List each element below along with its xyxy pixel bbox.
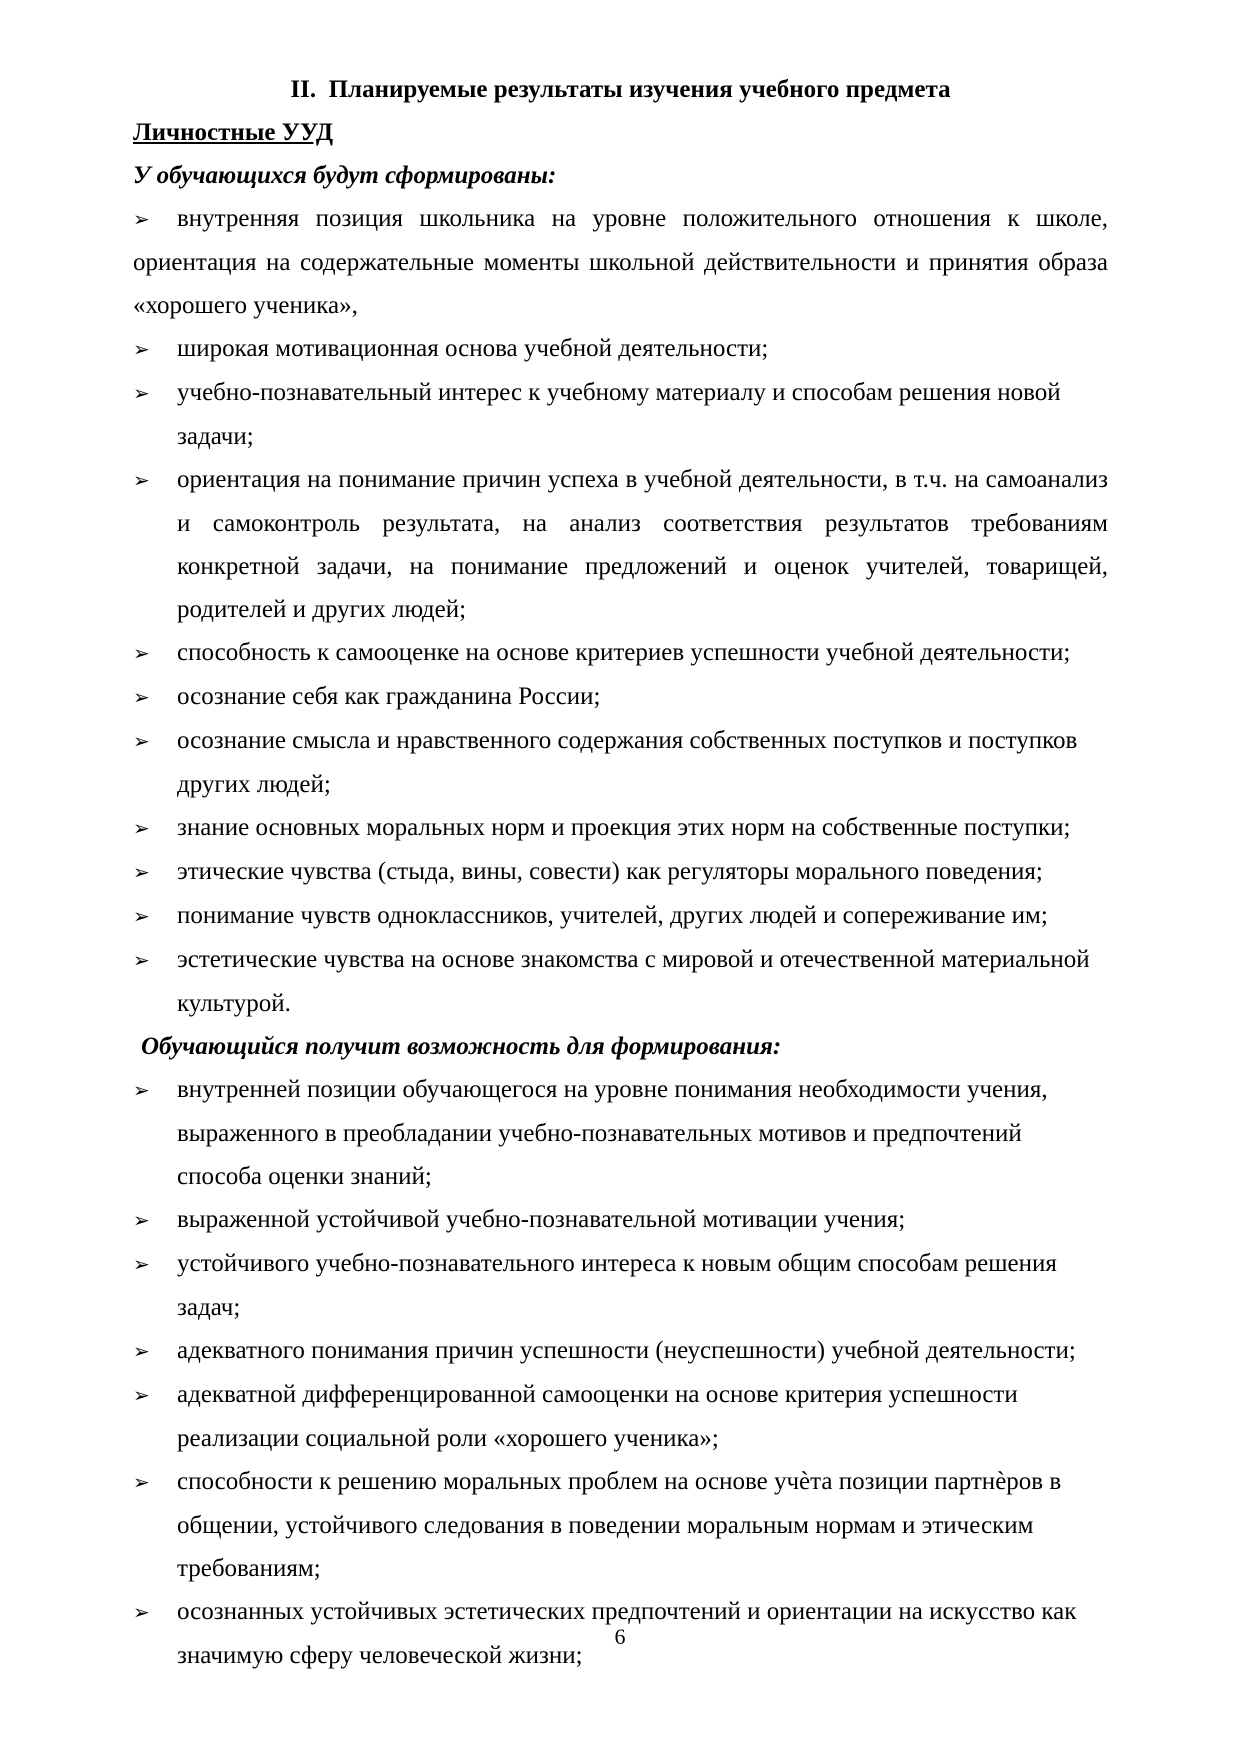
list-item	[133, 719, 1108, 806]
arrow-bullet-icon: ➢	[133, 1383, 150, 1407]
list-item	[133, 371, 1108, 458]
arrow-bullet-icon: ➢	[133, 1470, 150, 1494]
list-item-text: способность к самооценке на основе критериев успешности учебной деятельности;	[177, 639, 1071, 666]
list-item-text: осознание смысла и нравственного содержания собственных поступков и поступков других людей;	[177, 727, 1078, 798]
list-item-text: адекватной дифференцированной самооценки на основе критерия успешности реализации социальной роли «хорошего ученика»;	[177, 1381, 1018, 1452]
arrow-bullet-icon: ➢	[133, 685, 150, 709]
arrow-bullet-icon: ➢	[133, 1078, 150, 1102]
list-item-text: эстетические чувства на основе знакомства с мировой и отечественной материальной культурой.	[177, 946, 1090, 1017]
list-item	[133, 1198, 1108, 1242]
section-heading-personal-uud: Личностные УУД	[133, 119, 334, 146]
list-item	[133, 1242, 1108, 1329]
list-item	[133, 675, 1108, 719]
opportunity-subheading: Обучающийся получит возможность для формирования:	[141, 1033, 782, 1060]
arrow-bullet-icon: ➢	[133, 381, 150, 405]
list-item	[133, 806, 1108, 850]
list-item	[133, 1460, 1108, 1590]
list-item-text: ориентация на понимание причин успеха в учебной деятельности, в т.ч. на самоанализ и самоконтроль результата, на анализ соответствия результатов требованиям конкретной задачи, на понимание предложений и оценок учителей, товарищей, родителей и других людей;	[177, 466, 1108, 623]
list-item-text: устойчивого учебно-познавательного интереса к новым общим способам решения задач;	[177, 1250, 1057, 1321]
list-item-text: выраженной устойчивой учебно-познавательной мотивации учения;	[177, 1206, 906, 1233]
arrow-bullet-icon: ➢	[133, 860, 150, 884]
formed-subheading: У обучающихся будут сформированы:	[133, 162, 557, 189]
list-item-text: внутренняя позиция школьника на уровне положительного отношения к школе, ориентация на содержательные моменты школьной действительности и принятия образа «хорошего ученика»,	[133, 205, 1108, 319]
arrow-bullet-icon: ➢	[133, 816, 150, 840]
arrow-bullet-icon: ➢	[133, 1252, 150, 1276]
list-item	[133, 1068, 1108, 1198]
list-item-text: способности к решению моральных проблем на основе учѐта позиции партнѐров в общении, устойчивого следования в поведении моральным нормам и этическим требованиям;	[177, 1468, 1062, 1582]
arrow-bullet-icon: ➢	[133, 904, 150, 928]
arrow-bullet-icon: ➢	[133, 1208, 150, 1232]
arrow-bullet-icon: ➢	[133, 1600, 150, 1624]
arrow-bullet-icon: ➢	[133, 1339, 150, 1363]
page-title: II. Планируемые результаты изучения учебного предмета	[290, 76, 951, 103]
list-item	[133, 894, 1108, 938]
list-item-text: внутренней позиции обучающегося на уровне понимания необходимости учения, выраженного в преобладании учебно-познавательных мотивов и предпочтений способа оценки знаний;	[177, 1076, 1048, 1190]
list-item	[133, 850, 1108, 894]
formed-list	[133, 197, 1108, 1025]
page-number: 6	[614, 1624, 626, 1649]
list-item	[133, 1373, 1108, 1460]
arrow-bullet-icon: ➢	[133, 729, 150, 753]
list-item	[133, 938, 1108, 1025]
arrow-bullet-icon: ➢	[133, 337, 150, 361]
list-item	[133, 631, 1108, 675]
opportunity-list	[133, 1068, 1108, 1677]
list-item	[133, 327, 1108, 371]
list-item-text: учебно-познавательный интерес к учебному материалу и способам решения новой задачи;	[177, 379, 1061, 450]
list-item-text: понимание чувств одноклассников, учителей, других людей и сопереживание им;	[177, 902, 1048, 929]
list-item-text: осознание себя как гражданина России;	[177, 683, 601, 710]
list-item-text: осознанных устойчивых эстетических предпочтений и ориентации на искусство как значимую сферу человеческой жизни;	[177, 1598, 1077, 1669]
list-item-text: широкая мотивационная основа учебной деятельности;	[177, 335, 769, 362]
list-item	[133, 1329, 1108, 1373]
list-item	[133, 458, 1108, 631]
arrow-bullet-icon: ➢	[133, 641, 150, 665]
list-item-text: адекватного понимания причин успешности (неуспешности) учебной деятельности;	[177, 1337, 1076, 1364]
list-item-text: знание основных моральных норм и проекция этих норм на собственные поступки;	[177, 814, 1071, 841]
arrow-bullet-icon: ➢	[133, 207, 150, 231]
list-item-text: этические чувства (стыда, вины, совести) как регуляторы морального поведения;	[177, 858, 1043, 885]
arrow-bullet-icon: ➢	[133, 468, 150, 492]
list-item	[133, 197, 1108, 327]
arrow-bullet-icon: ➢	[133, 948, 150, 972]
